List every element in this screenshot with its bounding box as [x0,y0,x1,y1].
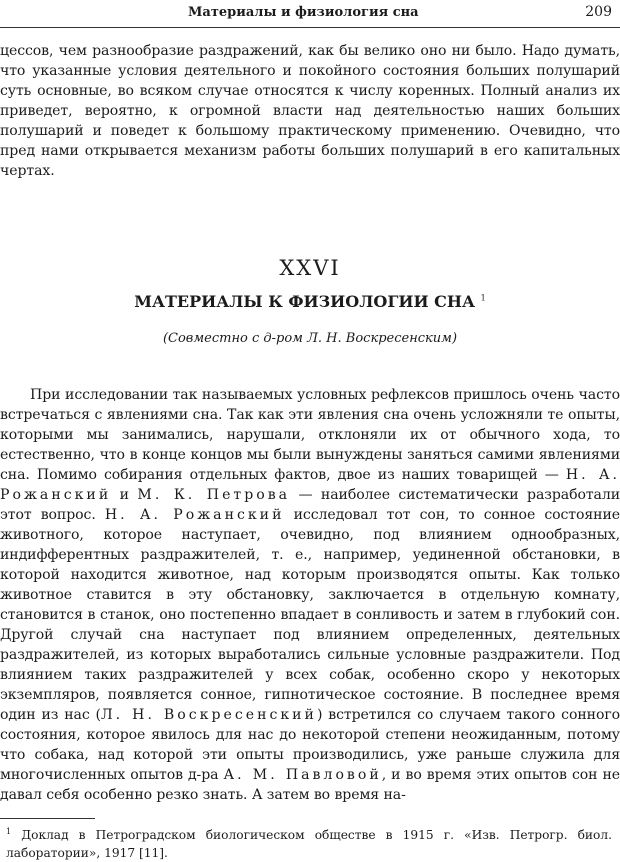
author-name: М. К. Петрова [137,487,291,503]
article-title-text: МАТЕРИАЛЫ К ФИЗИОЛОГИИ СНА [134,292,476,311]
running-header-title: Материалы и физиология сна [188,5,419,20]
body-text: исследовал тот сон, то сонное состояние животного, которое наступает, очевидно, под влиянием однообразных, индифферентных раздражителей, т. е., например, уединенной обстановки, в которой находится животное, над которым производятся опыты. Как только животное ставится в эту обстановку, заключается в отдельную комнату, становится в станок, оно постепенно впадает в сонливость и затем в глубокий сон. Другой случай сна наступает под влиянием определенных, деятельных раздражителей, из которых выработались сильные условные раздражители. Под влиянием таких раздражителей у всех собак, особенно скоро у некоторых экземпляров, появляется сонное, гипнотическое состояние. В последнее время один из нас ( [0,507,620,723]
footnote-marker[interactable]: 1 [480,293,486,303]
article-body-paragraph [0,385,620,805]
article-number: XXVI [279,256,341,280]
footnote [6,823,612,862]
header-rule [0,27,620,28]
body-text: — наиболее систематически разработали этот вопрос. [0,487,620,523]
body-text: и [111,487,138,503]
author-name: Н. А. Рожанский [0,467,620,503]
page-number: 209 [585,4,612,20]
body-text: , и во время этих опытов сон не давал себя особенно резко знать. А затем во время на- [0,767,620,803]
author-name: Н. А. Рожанский [104,507,285,523]
footnote-text: Доклад в Петроградском биологическом обществе в 1915 г. «Изв. Петрогр. биол. лаборатории», 1917 [11]. [6,828,613,861]
continuation-paragraph: цессов, чем разнообразие раздражений, как бы велико оно ни было. Надо думать, что указанные условия деятельного и покойного состояния больших полушарий суть основные, во всяком случае относятся к числу коренных. Полный анализ их приведет, вероятно, к огромной власти над деятельностью наших больших полушарий и поведет к большому практическому применению. Очевидно, что пред нами открывается механизм работы больших полушарий в его капитальных чертах. [0,43,620,179]
body-text: При исследовании так называемых условных рефлексов пришлось очень часто встречаться с явлениями сна. Так как эти явления сна очень усложняли те опыты, которыми мы занимались, нарушали, отклоняли их от обычного хода, то естественно, что в конце концов мы были вынуждены заняться самими явлениями сна. Помимо собирания отдельных фактов, двое из наших товарищей — [0,387,620,483]
body-text: ) встретился со случаем такого сонного состояния, которое явилось для нас до некоторой степени неожиданным, потому что собака, над которой эти опыты производились, уже раньше служила для многочисленных опытов д-ра [0,707,620,783]
footnote-rule [0,818,95,819]
author-name: А. М. Павловой [223,767,382,783]
running-header [188,3,612,23]
footnote-number: 1 [6,827,12,836]
author-name: Л. Н. Воскресенский [100,707,317,723]
article-byline: (Совместно с д-ром Л. Н. Воскресенским) [162,331,458,346]
article-title [0,292,620,311]
